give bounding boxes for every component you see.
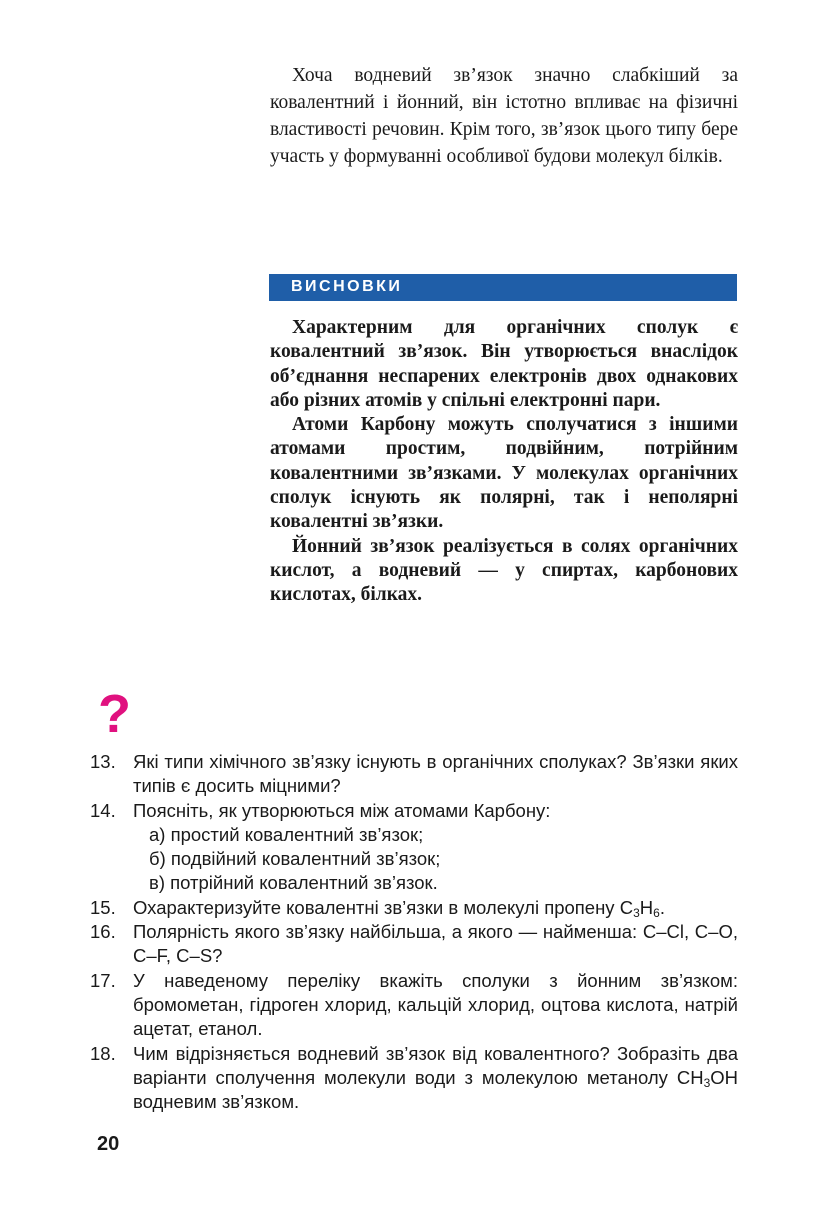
conclusions-text [270,316,738,608]
question-number: 17. [90,969,116,991]
question-text: Охарактеризуйте ковалентні зв’язки в молекулі пропену $C_3H_6$. [133,896,665,920]
intro-text [270,62,738,170]
question-text: У наведеному переліку вкажіть сполуки з йонним зв’язком: бромометан, гідроген хлорид, кальцій хлорид, оцтова кислота, натрій ацетат, етанол. [133,969,738,1040]
question-15 [90,896,738,920]
question-number: 16. [90,921,116,943]
question-subitem-b: б) подвійний ковалентний зв’язок; [149,848,441,870]
question-subitem-a: а) простий ковалентний зв’язок; [149,823,424,845]
question-mark-icon: ? [98,684,131,744]
question-17 [90,969,738,1042]
question-text: Поясніть, як утворюються між атомами Карбону: [133,799,551,821]
intro-paragraph: Хоча водневий зв’язок значно слабкіший за ковалентний і йонний, він істотно впливає на фізичні властивості речовин. Крім того, зв’язок цього типу бере участь у формуванні особливої будови молекул білків. [270,65,738,167]
question-18 [90,1042,738,1115]
conclusion-paragraph-1: Характерним для органічних сполук є ковалентний зв’язок. Він утворюється внаслідок об’єднання неспарених електронів двох однакових або різних атомів у спільні електронні пари. [270,317,738,411]
question-14 [90,799,738,896]
question-number: 15. [90,896,116,918]
question-text: Які типи хімічного зв’язку існують в органічних сполуках? Зв’язки яких типів є досить міцними? [133,751,738,797]
conclusions-heading-bar [269,274,737,301]
question-text: Чим відрізняється водневий зв’язок від ковалентного? Зобразіть два варіанти сполучення молекули води з молекулою метанолу $CH_3OH$ водневим зв’язком. [133,1042,738,1113]
conclusion-paragraph-2: Атоми Карбону можуть сполучатися з іншими атомами простим, подвійним, потрійним ковалентними зв’язками. У молекулах органічних сполук існують як полярні, так і неполярні ковалентні зв’язки. [270,414,738,533]
question-number: 13. [90,751,116,772]
conclusion-paragraph-3: Йонний зв’язок реалізується в солях органічних кислот, а водневий — у спиртах, карбонових кислотах, білках. [270,535,738,606]
question-13 [90,750,738,799]
question-number: 18. [90,1042,116,1064]
question-number: 14. [90,799,116,821]
question-subitem-c: в) потрійний ковалентний зв’язок. [149,872,438,894]
questions-list [90,750,738,1114]
page-number: 20 [97,1133,120,1155]
question-text: Полярність якого зв’язку найбільша, а якого — найменша: C–Cl, C–O, C–F, C–S? [133,921,738,967]
question-16 [90,920,738,969]
conclusions-heading: ВИСНОВКИ [291,278,403,295]
